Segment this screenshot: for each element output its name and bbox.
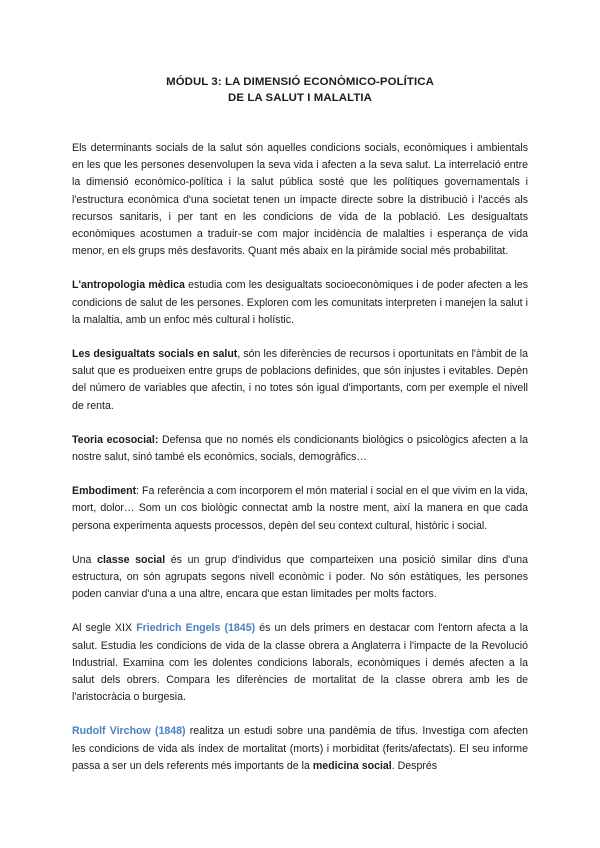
document-body <box>72 74 528 792</box>
paragraph-text: Defensa que no només els condicionants biològics o psicològics afecten a la nostre salut, sinó també els econòmics, socials, demogràfics… <box>72 433 528 464</box>
page-title <box>72 74 528 106</box>
paragraph-engels <box>72 620 528 706</box>
link-rudolf-virchow[interactable]: Rudolf Virchow (1848) <box>72 725 186 738</box>
paragraph-text: realitza un estudi sobre una pandèmia de tifus. Investiga com afecten les condicions de vida als índex de mortalitat (morts) i morbiditat (ferits/afectats). El seu informe passa a ser un dels referents més importants de la <box>72 725 528 772</box>
paragraph-text: : Fa referència a com incorporem el món material i social en el que vivim en la vida, mort, dolor… Som un cos biològic connectat amb la nostre ment, així la manera en que cada persona experimenta aquests processos, depèn del seu context cultural, històric i social. <box>72 485 528 532</box>
paragraph-text: Una <box>72 553 98 566</box>
title-line-2: DE LA SALUT I MALALTIA <box>228 92 372 104</box>
term-medicina-social: medicina social <box>312 759 392 772</box>
paragraph-antropologia <box>72 277 528 329</box>
paragraph-determinants: Els determinants socials de la salut són aquelles condicions socials, econòmiques i ambientals en les que les persones desenvolupen la seva vida i afecten a la seva salut. La interrelació entre la dimensió econòmico-política i la salut pública sosté que les polítiques governamentals i l'estructura econòmica d'una societat tenen un impacte directe sobre la distribució i l'accés als recursos sanitaris, i per tant en les condicions de vida de la població. Les desigualtats econòmiques acostumen a traduir-se com major incidència de malalties i esperança de vida menor, en els grups més desfavorits. Quant més abaix en la piràmide social més probabilitat. <box>72 142 528 258</box>
term-antropologia-medica: L'antropologia mèdica <box>72 279 185 292</box>
paragraph-text: . Després <box>391 759 438 772</box>
link-friedrich-engels[interactable]: Friedrich Engels (1845) <box>136 622 256 635</box>
paragraph-text: és un dels primers en destacar com l'entorn afecta a la salut. Estudia les condicions de vida de la classe obrera a Anglaterra i l'impacte de la Revolució Industrial. Examina com les dolentes condicions laborals, econòmiques i demés afecten a la salut dels obrers. Compara les diferències de mortalitat de la classe obrera amb les de l'aristocràcia o burgesia. <box>72 622 529 704</box>
paragraph-text: , són les diferències de recursos i oportunitats en l'àmbit de la salut que es produeixen entre grups de poblacions definides, que són injustes i evitables. Depèn del número de variables que afectin, i no totes són igual d'importants, com per exemple el nivell de renta. <box>72 348 528 412</box>
paragraph-text: Al segle XIX <box>72 622 137 635</box>
paragraph-classe-social <box>72 552 528 604</box>
paragraph-virchow <box>72 723 528 775</box>
term-desigualtats-socials: Les desigualtats socials en salut <box>72 348 238 361</box>
paragraph-embodiment <box>72 483 528 535</box>
term-embodiment: Embodiment <box>72 485 137 498</box>
paragraph-text: estudia com les desigualtats socioeconòmiques i de poder afecten a les condicions de salut de les persones. Exploren com les comunitats interpreten i manejen la salut i la malaltia, amb un enfoc més cultural i holístic. <box>72 279 528 326</box>
term-classe-social: classe social <box>97 553 166 566</box>
paragraph-text: és un grup d'individus que comparteixen una posició similar dins d'una estructura, on són agrupats segons nivell econòmic i poder. No són estàtiques, les persones poden canviar d'una a una altre, encara que estan limitades per molts factors. <box>72 553 528 601</box>
title-line-1: MÓDUL 3: LA DIMENSIÓ ECONÒMICO-POLÍTICA <box>166 76 434 88</box>
paragraph-desigualtats <box>72 346 528 415</box>
paragraph-teoria-ecosocial <box>72 432 528 466</box>
term-teoria-ecosocial: Teoria ecosocial: <box>72 433 159 446</box>
